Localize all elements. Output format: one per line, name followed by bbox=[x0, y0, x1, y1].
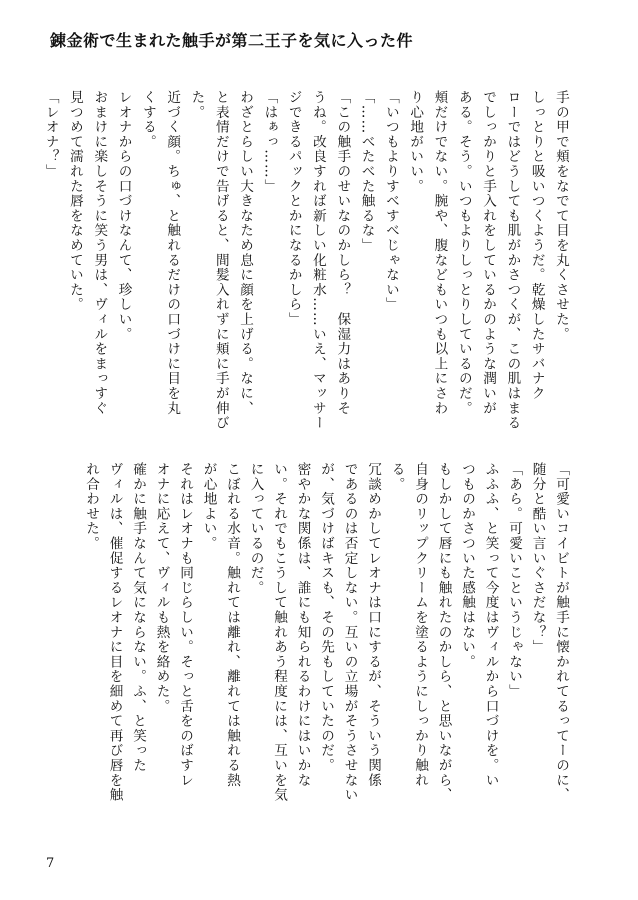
text-column: おまけに楽しそうに笑う男は、ヴィルをまっすぐ bbox=[91, 90, 108, 416]
text-column: レオナからの口づけなんて、珍しい。 bbox=[115, 90, 132, 342]
text-column: と表情だけで告げると、間髪入れずに頬に手が伸び bbox=[212, 90, 229, 431]
text-column: 「……べたべた触るな」 bbox=[358, 90, 375, 253]
text-column: 「はぁっ……」 bbox=[261, 90, 278, 194]
text-column: り心地がいい。 bbox=[407, 90, 424, 194]
text-column: でしっかりと手入れをしているかのような潤いが bbox=[480, 90, 497, 416]
page-title: 錬金術で生まれた触手が第二王子を気に入った件 bbox=[50, 31, 414, 50]
text-column: うね。改良すれば新しい化粧水……いえ、マッサー bbox=[309, 90, 326, 431]
text-column: た。 bbox=[188, 90, 205, 120]
text-column: ローではどうしても肌がかさつくが、この肌はまる bbox=[504, 90, 521, 431]
text-column: 「この触手のせいなのかしら？ 保湿力はありそ bbox=[334, 90, 351, 416]
text-column: ヴィルは、催促するレオナに目を細めて再び唇を触 bbox=[106, 462, 123, 803]
text-column: ふふふ、と笑って今度はヴィルから口づけを。い bbox=[482, 462, 499, 788]
text-column: くする。 bbox=[139, 90, 156, 150]
text-column: 「レオナ？」 bbox=[42, 90, 59, 179]
text-column: る。 bbox=[388, 462, 405, 492]
text-column: それはレオナも同じらしい。そっと舌をのばすレ bbox=[177, 462, 193, 788]
text-column: わざとらしい大きなため息に顔を上げる。なに、 bbox=[237, 90, 254, 416]
text-column: 近づく顔。ちゅ、と触れるだけの口づけに目を丸 bbox=[164, 90, 181, 416]
text-column: であるのは否定しない。互いの立場がそうさせない bbox=[341, 462, 358, 803]
bottom-text-block bbox=[82, 462, 570, 817]
top-text-block bbox=[42, 90, 570, 445]
text-column: つものかさついた感触はない。 bbox=[459, 462, 475, 670]
text-column: い。それでもこうして触れあう程度には、互いを気 bbox=[271, 462, 287, 803]
text-column: が心地よい。 bbox=[200, 462, 217, 551]
text-column: しっとりと吸いつくようだ。乾燥したサバナク bbox=[528, 90, 545, 401]
text-column: に入っているのだ。 bbox=[247, 462, 264, 596]
text-column: れ合わせた。 bbox=[83, 462, 99, 551]
text-column: 手の甲で頬をなでて目を丸くさせた。 bbox=[552, 90, 569, 342]
text-column: もしかして唇にも触れたのかしら、と思いながら、 bbox=[435, 462, 452, 803]
page-number: 7 bbox=[46, 856, 55, 871]
text-column: 頬だけでない。腕や、腹などもいつも以上にさわ bbox=[431, 90, 448, 416]
text-column: 「あら。可愛いこというじゃない」 bbox=[506, 462, 522, 699]
text-column: 自身のリップクリームを塗るようにしっかり触れ bbox=[412, 462, 428, 788]
text-column: 冗談めかしてレオナは口にするが、そういう関係 bbox=[365, 462, 381, 788]
text-column: 見つめて濡れた唇をなめていた。 bbox=[66, 90, 83, 312]
text-column: 「可愛いコイビトが触手に懐かれてるってーのに、 bbox=[553, 462, 569, 803]
text-column: 「いつもよりすべすべじゃない」 bbox=[382, 90, 399, 312]
text-column: こぼれる水音。触れては離れ、離れては触れる熱 bbox=[224, 462, 240, 788]
text-column: 密やかな関係は、誰にも知られるわけにはいかな bbox=[294, 462, 311, 788]
text-column: ジできるパックとかになるかしら」 bbox=[285, 90, 302, 327]
text-column: 確かに触手なんて気にならない。ふ、と笑った bbox=[130, 462, 146, 773]
text-column: が、気づけばキスも、その先もしていたのだ。 bbox=[318, 462, 334, 773]
text-column: オナに応えて、ヴィルも熱を絡めた。 bbox=[153, 462, 170, 714]
text-column: 随分と酷い言いぐさだな？」 bbox=[529, 462, 546, 655]
text-column: ある。そう。いつもよりしっとりしているのだ。 bbox=[455, 90, 472, 416]
